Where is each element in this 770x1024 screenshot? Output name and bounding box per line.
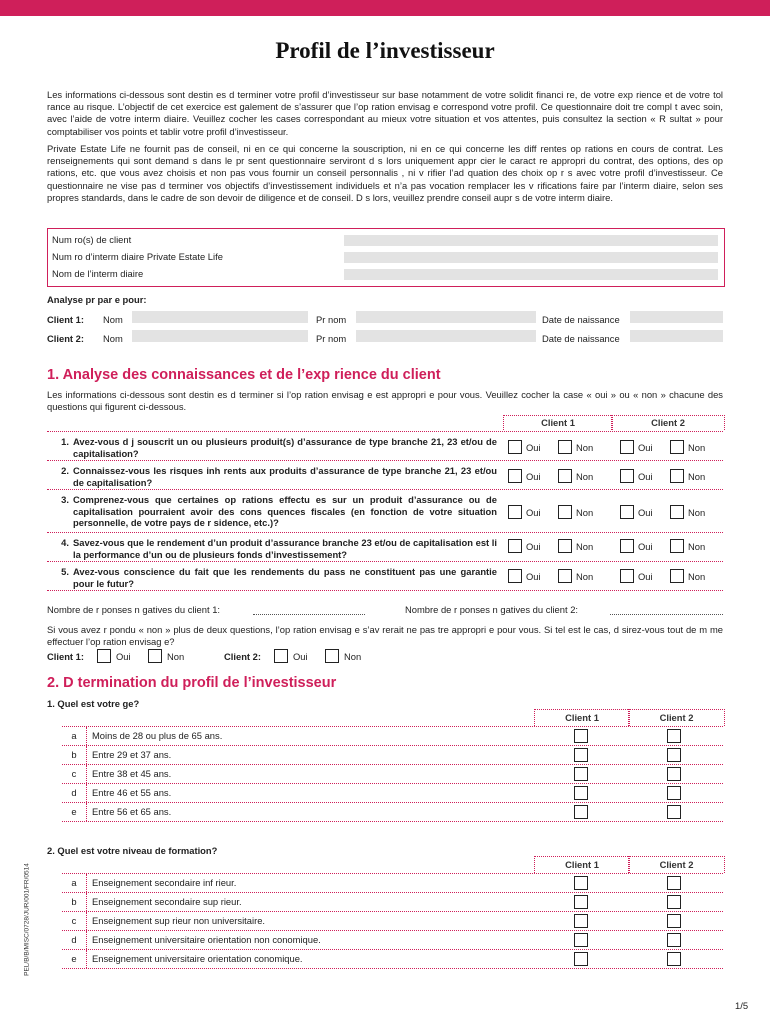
education-option-text: Enseignement secondaire sup rieur. [92,896,242,907]
confirm-client2-oui-label: Oui [293,651,308,662]
intro-paragraph-2: Private Estate Life ne fournit pas de conseil, ni en ce qui concerne la souscription, ni en ce qui concerne les diff rentes op rations en cours de contrat. Les renseignements qui sont demand s dans le pr sent questionnaire serviront d s lors uniquement appr cier le caract re appropri du contrat, des options, des op rations, etc. que vous avez choisis et non pas vous fournir un conseil personnalis , ni v rifier l’ad quation des choix op r s avec votre profil d’investisseur. Ce questionnaire ne vise pas d terminer vos objectifs d’investissement individuels et n’a pas vocation remplacer les v rifications faire par l’interm diaire, selon ses propres standards, dans le cadre de son devoir de diligence et de conseil. D s lors, veuillez prendre conseil aupr s de votre interm diaire. [47,143,723,203]
education-option-row [62,892,723,911]
section1-title: 1. Analyse des connaissances et de l’exp rience du client [47,367,441,383]
age-a-client1-checkbox[interactable] [574,729,588,743]
intermediary-number-label: Num ro d’interm diaire Private Estate Life [52,251,223,262]
q5-client1-non-label: Non [576,571,594,582]
question-text: Avez-vous conscience du fait que les rendements du pass ne constituent pas une garantie pour le futur? [73,566,497,589]
q5-client2-oui-checkbox[interactable] [620,569,634,583]
top-accent-bar [0,0,770,16]
q2-client2-oui-checkbox[interactable] [620,469,634,483]
q2-client1-oui-checkbox[interactable] [508,469,522,483]
q2-client1-non-label: Non [576,471,594,482]
client1-prenom-label: Pr nom [316,314,347,325]
question-row: 2. Connaissez-vous les risques inh rents aux produits d’assurance de type branche 21, 23 et/ou de capitalisation? [47,460,723,489]
question-row: 5. Avez-vous conscience du fait que les rendements du pass ne constituent pas une garantie pour le futur? [47,561,723,591]
age-d-client2-checkbox[interactable] [667,786,681,800]
age-b-client2-checkbox[interactable] [667,748,681,762]
client2-dob-field[interactable] [630,330,723,342]
question-text: Avez-vous d j souscrit un ou plusieurs produit(s) d’assurance de type branche 21, 23 et/ou de capitalisation? [73,436,497,459]
confirm-client1-non-label: Non [167,651,185,662]
q1-client2-oui-label: Oui [638,442,653,453]
q5-client1-non-checkbox[interactable] [558,569,572,583]
q5-client2-non-label: Non [688,571,706,582]
client1-prenom-field[interactable] [356,311,536,323]
age-option-letter: e [62,803,87,821]
q3-client1-oui-checkbox[interactable] [508,505,522,519]
age-c-client2-checkbox[interactable] [667,767,681,781]
education-b-client1-checkbox[interactable] [574,895,588,909]
education-a-client2-checkbox[interactable] [667,876,681,890]
education-e-client1-checkbox[interactable] [574,952,588,966]
intermediary-name-field[interactable] [344,269,718,280]
education-option-row [62,911,723,930]
education-option-row [62,873,723,892]
q3-client1-non-label: Non [576,507,594,518]
question-row: 3. Comprenez-vous que certaines op rations effectu es sur un produit d’assurance ou de capitalisation pourraient avoir des cons quences fiscales (en fonction de votre situation personnelle, de votre pays de r sidence, etc.)? [47,489,723,532]
education-e-client2-checkbox[interactable] [667,952,681,966]
q1-client2-oui-checkbox[interactable] [620,440,634,454]
education-option-row [62,949,723,969]
q5-client1-oui-checkbox[interactable] [508,569,522,583]
age-option-text: Entre 29 et 37 ans. [92,749,172,760]
client-number-label: Num ro(s) de client [52,234,132,245]
education-d-client2-checkbox[interactable] [667,933,681,947]
question-row: 1. Avez-vous d j souscrit un ou plusieurs produit(s) d’assurance de type branche 21, 23 et/ou de capitalisation? [47,431,723,460]
age-e-client2-checkbox[interactable] [667,805,681,819]
age-option-row [62,764,723,783]
age-option-row [62,745,723,764]
client1-column-header: Client 1 [503,415,613,430]
q5-client1-oui-label: Oui [526,571,541,582]
confirm-client2-non-checkbox[interactable] [325,649,339,663]
neg-count-client1-label: Nombre de r ponses n gatives du client 1: [47,604,221,615]
age-option-letter: b [62,746,87,764]
neg-count-client2-label: Nombre de r ponses n gatives du client 2: [405,604,579,615]
intro-paragraph-1: Les informations ci-dessous sont destin es d terminer votre profil d’investisseur sur base notamment de votre solidit financi re, de votre exp rience et de votre tol rance au risque. L’objectif de cet exercice est galement de s’assurer que l’op ration envisag e correspond votre profil. Ce questionnaire doit tre compl t avec soin, avec l’aide de votre interm diaire. Veuillez cocher les cases correspondant au mieux votre situation et vos attentes, puis consultez la section « R sultat » pour comptabiliser vos points et tablir votre profil d’investisseur. [47,89,723,137]
q4-client1-non-checkbox[interactable] [558,539,572,553]
q1-client1-oui-checkbox[interactable] [508,440,522,454]
client1-nom-field[interactable] [132,311,308,323]
q2-client2-non-label: Non [688,471,706,482]
q3-client1-non-checkbox[interactable] [558,505,572,519]
if-no-paragraph: Si vous avez r pondu « non » plus de deux questions, l’op ration envisag e s’av rerait ne pas tre appropri e pour vous. Si tel est le cas, d sirez-vous tout de m me effectuer l’op ration envisag e? [47,624,723,648]
education-option-text: Enseignement universitaire orientation non conomique. [92,934,321,945]
age-option-letter: d [62,784,87,802]
education-b-client2-checkbox[interactable] [667,895,681,909]
q3-client2-non-checkbox[interactable] [670,505,684,519]
age-option-text: Entre 56 et 65 ans. [92,806,172,817]
confirm-client1-label: Client 1: [47,651,84,662]
intermediary-name-label: Nom de l’interm diaire [52,268,144,279]
neg-count-client1-field[interactable] [253,614,365,615]
question-text: Savez-vous que le rendement d’un produit d’assurance branche 23 et/ou de capitalisation est li la performance d’un ou de plusieurs fonds d’investissement? [73,537,497,560]
client-number-field[interactable] [344,235,718,246]
confirm-client2-non-label: Non [344,651,362,662]
q4-client2-oui-label: Oui [638,541,653,552]
education-c-client2-checkbox[interactable] [667,914,681,928]
q1-client1-non-label: Non [576,442,594,453]
q2-client1-non-checkbox[interactable] [558,469,572,483]
client2-dob-label: Date de naissance [542,333,620,344]
q2-client2-oui-label: Oui [638,471,653,482]
education-client2-header: Client 2 [628,856,725,873]
education-question-title: 2. Quel est votre niveau de formation? [47,845,218,856]
client-info-box [47,228,725,287]
age-client1-header: Client 1 [534,709,630,726]
neg-count-client2-field[interactable] [610,614,723,615]
age-option-letter: c [62,765,87,783]
education-option-text: Enseignement secondaire inf rieur. [92,877,237,888]
age-option-letter: a [62,727,87,745]
education-c-client1-checkbox[interactable] [574,914,588,928]
client2-label: Client 2: [47,333,84,344]
q4-client2-non-label: Non [688,541,706,552]
q3-client2-oui-label: Oui [638,507,653,518]
client2-prenom-field[interactable] [356,330,536,342]
age-option-row [62,802,723,822]
age-d-client1-checkbox[interactable] [574,786,588,800]
confirm-client1-oui-label: Oui [116,651,131,662]
education-option-letter: e [62,950,87,968]
page-title: Profil de l’investisseur [275,38,495,63]
q4-client2-oui-checkbox[interactable] [620,539,634,553]
age-c-client1-checkbox[interactable] [574,767,588,781]
client1-label: Client 1: [47,314,84,325]
q3-client1-oui-label: Oui [526,507,541,518]
intermediary-number-field[interactable] [344,252,718,263]
q4-client1-oui-checkbox[interactable] [508,539,522,553]
age-option-row [62,726,723,745]
education-d-client1-checkbox[interactable] [574,933,588,947]
q1-client2-non-label: Non [688,442,706,453]
education-option-letter: b [62,893,87,911]
age-option-text: Entre 46 et 55 ans. [92,787,172,798]
q4-client2-non-checkbox[interactable] [670,539,684,553]
q2-client1-oui-label: Oui [526,471,541,482]
question-text: Comprenez-vous que certaines op rations effectu es sur un produit d’assurance ou de capitalisation pourraient avoir des cons quences fiscales (en fonction de votre situation personnelle, de votre pays de r sidence, etc.)? [73,494,497,528]
education-option-letter: a [62,874,87,892]
age-a-client2-checkbox[interactable] [667,729,681,743]
section1-intro: Les informations ci-dessous sont destin es d terminer si l’op ration envisag e est appropri e pour vous. Veuillez cocher la case « oui » ou « non » chacune des questions qui figurent ci-dessous. [47,389,723,413]
client1-dob-field[interactable] [630,311,723,323]
question-text: Connaissez-vous les risques inh rents aux produits d’assurance de type branche 21, 23 et/ou de capitalisation? [73,465,497,488]
education-option-text: Enseignement sup rieur non universitaire. [92,915,266,926]
education-a-client1-checkbox[interactable] [574,876,588,890]
confirm-client2-label: Client 2: [224,651,261,662]
q1-client1-non-checkbox[interactable] [558,440,572,454]
age-e-client1-checkbox[interactable] [574,805,588,819]
q1-client1-oui-label: Oui [526,442,541,453]
question-row: 4. Savez-vous que le rendement d’un produit d’assurance branche 23 et/ou de capitalisation est li la performance d’un ou de plusieurs fonds d’investissement? [47,532,723,561]
confirm-client2-oui-checkbox[interactable] [274,649,288,663]
client2-column-header: Client 2 [611,415,725,430]
client2-nom-label: Nom [103,333,123,344]
age-option-text: Moins de 28 ou plus de 65 ans. [92,730,223,741]
client2-nom-field[interactable] [132,330,308,342]
education-option-letter: c [62,912,87,930]
document-code: PEL/B/B/MISC/0728/JUR/001/FR/0514 [23,863,31,976]
section2-title: 2. D termination du profil de l’investisseur [47,675,337,691]
q2-client2-non-checkbox[interactable] [670,469,684,483]
q5-client2-oui-label: Oui [638,571,653,582]
page-number: 1/5 [735,1000,749,1011]
age-option-text: Entre 38 et 45 ans. [92,768,172,779]
q3-client2-non-label: Non [688,507,706,518]
analyse-label: Analyse pr par e pour: [47,294,147,305]
age-question-title: 1. Quel est votre ge? [47,698,140,709]
q4-client1-oui-label: Oui [526,541,541,552]
education-client1-header: Client 1 [534,856,630,873]
client2-prenom-label: Pr nom [316,333,347,344]
education-option-letter: d [62,931,87,949]
age-client2-header: Client 2 [628,709,725,726]
client1-dob-label: Date de naissance [542,314,620,325]
client1-nom-label: Nom [103,314,123,325]
age-b-client1-checkbox[interactable] [574,748,588,762]
age-option-row [62,783,723,802]
q5-client2-non-checkbox[interactable] [670,569,684,583]
q1-client2-non-checkbox[interactable] [670,440,684,454]
confirm-client1-oui-checkbox[interactable] [97,649,111,663]
education-option-text: Enseignement universitaire orientation conomique. [92,953,303,964]
education-option-row [62,930,723,949]
confirm-client1-non-checkbox[interactable] [148,649,162,663]
q4-client1-non-label: Non [576,541,594,552]
q3-client2-oui-checkbox[interactable] [620,505,634,519]
